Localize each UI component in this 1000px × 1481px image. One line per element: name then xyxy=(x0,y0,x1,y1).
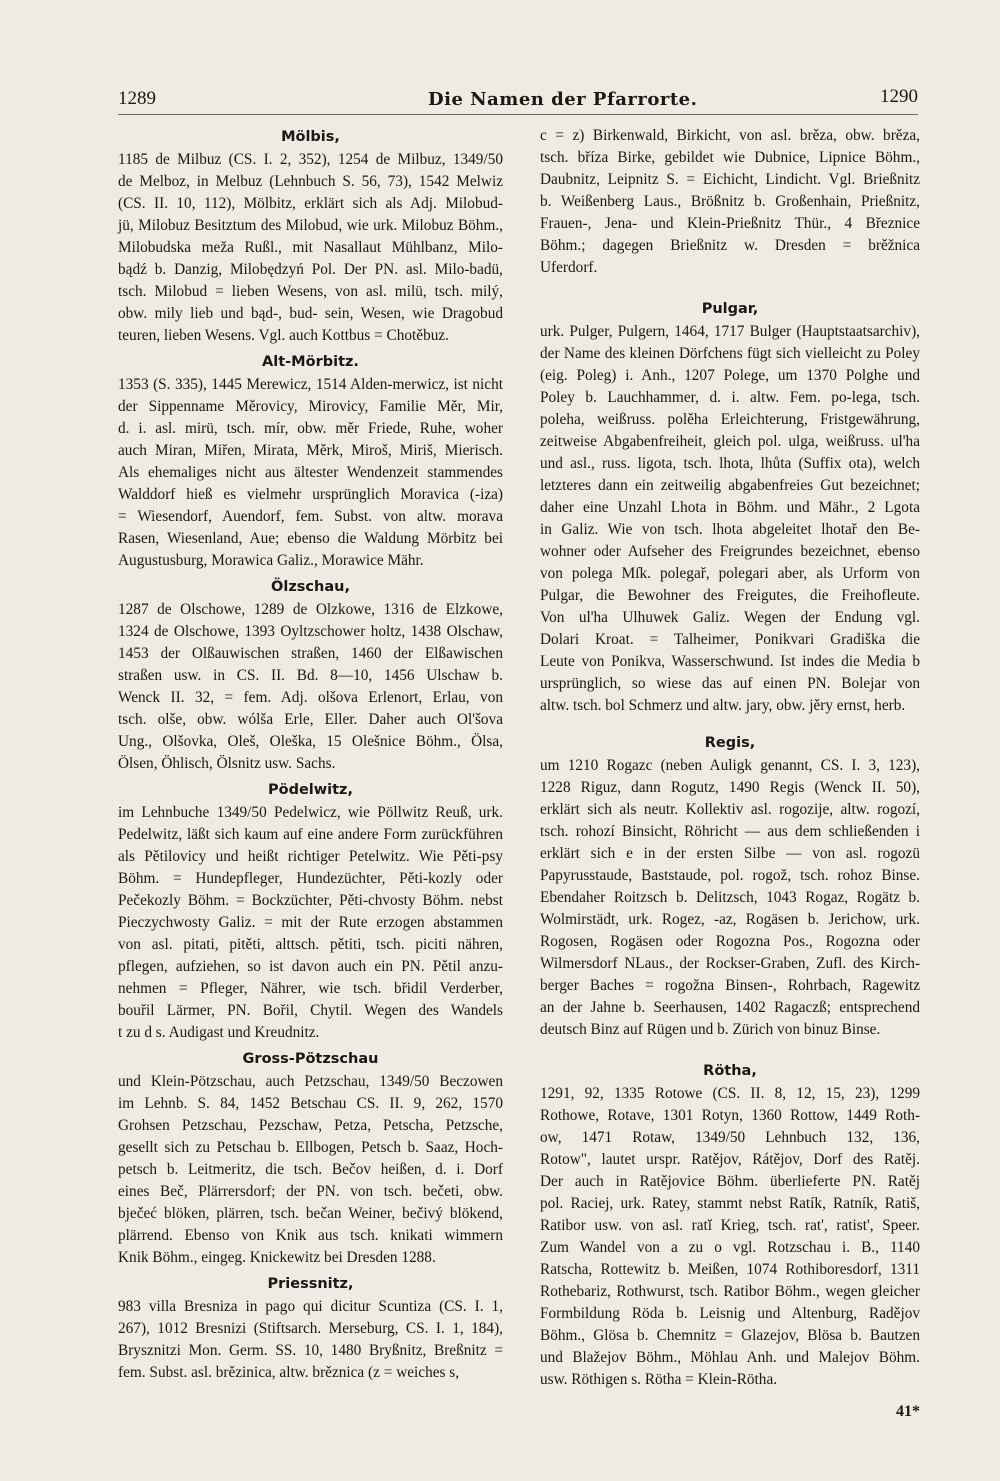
priessnitz-continuation xyxy=(540,125,920,279)
text-line: Rothowe, Rotave, 1301 Rotyn, 1360 Rottow, 1449 Roth- xyxy=(540,1107,920,1124)
entry-molbis xyxy=(118,125,503,347)
text-line: bouřil Lärmer, PN. Bořil, Chytil. Wegen des Wandels xyxy=(118,1002,503,1019)
text-line: Formbildung Röda b. Leisnig und Altenburg, Radějov xyxy=(540,1305,920,1322)
text-line: von asl. pitati, pitěti, alttsch. pětiti, tsch. piciti nähren, xyxy=(118,936,503,953)
text-line: 1353 (S. 335), 1445 Merewicz, 1514 Alden-merwicz, ist nicht xyxy=(118,376,503,393)
entry-heading: Pödelwitz, xyxy=(267,782,354,798)
text-line: Rothebariz, Rothwurst, tsch. Ratibor Böhm., wegen gleicher xyxy=(540,1283,920,1300)
running-title: Die Namen der Pfarrorte. xyxy=(428,89,698,110)
text-line: Milobudska meža Rußl., mit Nasallaut Mühlbanz, Milo- xyxy=(118,239,503,256)
text-line: (eig. Poleg) i. Anh., 1207 Polege, um 1370 Polghe und xyxy=(540,367,920,384)
page-header xyxy=(118,86,918,114)
text-line: Leute von Ponikva, Wasserschwund. Ist indes die Media b xyxy=(540,653,920,670)
text-line: tsch. olše, obw. wólša Erle, Eller. Daher auch Ol'šova xyxy=(118,711,503,728)
entry-olzschau xyxy=(118,575,503,775)
text-line: wohner oder Aufseher des Freigrundes bezeichnet, ebenso xyxy=(540,543,920,560)
entry-heading: Regis, xyxy=(704,735,756,751)
text-line: tsch. rohozí Binsicht, Röhricht — aus dem schließenden i xyxy=(540,823,920,840)
text-line: 1287 de Olschowe, 1289 de Olzkowe, 1316 de Elzkowe, xyxy=(118,601,503,618)
text-line: erklärt sich als neutr. Kollektiv asl. rogozije, altw. rogozí, xyxy=(540,801,920,818)
text-line: jü, Milobuz Besitztum des Milobud, wie urk. Milobuz Böhm., xyxy=(118,217,503,234)
text-line: 1291, 92, 1335 Rotowe (CS. II. 8, 12, 15, 23), 1299 xyxy=(540,1085,920,1102)
text-line: Als ehemaliges nicht aus ältester Wendenzeit stammendes xyxy=(118,464,503,481)
text-line: Walddorf hieß es vielmehr ursprünglich Moravica (-iza) xyxy=(118,486,503,503)
text-line: Pečekozly Böhm. = Bockzüchter, Pěti-chvosty Böhm. nebst xyxy=(118,892,503,909)
text-line: poleha, weißruss. polěha Erleichterung, Fristgewährung, xyxy=(540,411,920,428)
text-line: Pedelwitz, läßt sich kaum auf eine andere Form zurückführen xyxy=(118,826,503,843)
entry-pulgar xyxy=(540,297,920,717)
text-line: an der Jahne b. Seerhausen, 1402 Ragaczß; entsprechend xyxy=(540,999,920,1016)
text-line: Daubnitz, Leipnitz S. = Eichicht, Lindicht. Vgl. Brießnitz xyxy=(540,171,920,188)
entry-gross-potzschau xyxy=(118,1047,503,1269)
text-line: nehmen = Pfleger, Nährer, wie tsch. břidil Verderber, xyxy=(118,980,503,997)
text-line: Ratibor usw. von asl. ratĭ Krieg, tsch. rat', ratist', Speer. xyxy=(540,1217,920,1234)
entry-rotha xyxy=(540,1059,920,1391)
text-line: tsch. Milobud = lieben Wesens, von asl. milü, tsch. milý, xyxy=(118,283,503,300)
text-line: Papyrusstaude, Baststaude, pol. rogož, tsch. rohoz Binse. xyxy=(540,867,920,884)
text-line: berger Baches = rogožna Binsen-, Rohrbach, Ragewitz xyxy=(540,977,920,994)
text-line: Böhm. = Hundepfleger, Hundezüchter, Pěti-kozly oder xyxy=(118,870,503,887)
text-line: eines Beč, Plärrersdorf; der PN. von tsch. bečeti, obw. xyxy=(118,1183,503,1200)
text-line: ow, 1471 Rotaw, 1349/50 Lehnbuch 132, 136, xyxy=(540,1129,920,1146)
text-line: Dolari Kroat. = Talheimer, Ponikvari Gradiška die xyxy=(540,631,920,648)
entry-heading: Rötha, xyxy=(703,1063,757,1079)
text-line: teuren, lieben Wesens. Vgl. auch Kottbus = Chotěbuz. xyxy=(118,327,449,344)
entry-heading: Mölbis, xyxy=(281,129,340,145)
text-line: Brysznitzi Mon. Germ. SS. 10, 1480 Bryßnitz, Breßnitz = xyxy=(118,1342,503,1359)
text-line: = Wiesendorf, Auendorf, fem. Subst. von altw. morava xyxy=(118,508,503,525)
text-line: 1228 Riguz, dann Rogutz, 1490 Regis (Wenck II. 50), xyxy=(540,779,920,796)
text-line: Rotow", lautet urspr. Ratějov, Rátějov, Dorf des Ratěj. xyxy=(540,1151,920,1168)
text-line: und Klein-Pötzschau, auch Petzschau, 1349/50 Beczowen xyxy=(118,1073,503,1090)
text-line: im Lehnbuche 1349/50 Pedelwicz, wie Pöllwitz Reuß, urk. xyxy=(118,804,503,821)
text-line: pol. Raciej, urk. Ratey, stammt nebst Ratík, Ratník, Ratiš, xyxy=(540,1195,920,1212)
text-line: der Name des kleinen Dörfchens fügt sich vielleicht zu Poley xyxy=(540,345,920,362)
text-line: de Melboz, in Melbuz (Lehnbuch S. 56, 73), 1542 Melwiz xyxy=(118,173,503,190)
right-column xyxy=(540,125,920,1421)
left-column xyxy=(118,125,503,1384)
printer-signature: 41* xyxy=(896,1403,920,1420)
text-line: Ung., Olšovka, Oleš, Oleška, 15 Olešnice Böhm., Ölsa, xyxy=(118,733,503,750)
text-line: zeitweise Abgabenfreiheit, gleich pol. ulga, weißruss. ul'ha xyxy=(540,433,920,450)
entry-priessnitz xyxy=(118,1272,503,1384)
text-line: 983 villa Bresniza in pago qui dicitur Scuntiza (CS. I. 1, xyxy=(118,1298,503,1315)
text-line: Pieczychwosty Galiz. = mit der Rute erzogen abstammen xyxy=(118,914,503,931)
text-line: Grohsen Petzschau, Pezschaw, Petza, Petscha, Petzsche, xyxy=(118,1117,503,1134)
entry-podelwitz xyxy=(118,778,503,1044)
text-line: Wolmirstädt, urk. Rogez, -az, Rogäsen b. Jerichow, urk. xyxy=(540,911,920,928)
text-line: gesellt sich zu Petschau b. Ellbogen, Petsch b. Saaz, Hoch- xyxy=(118,1139,503,1156)
header-rule xyxy=(118,114,918,115)
entry-heading: Ölzschau, xyxy=(271,579,350,595)
text-line: auch Miran, Miřen, Mirata, Měrk, Miroš, Miriš, Mierisch. xyxy=(118,442,503,459)
text-line: usw. Röthigen s. Rötha = Klein-Rötha. xyxy=(540,1371,778,1388)
text-line: Frauen-, Jena- und Klein-Prießnitz Thür., 4 Březnice xyxy=(540,215,920,232)
text-line: tsch. bříza Birke, gebildet wie Dubnice, Lipnice Böhm., xyxy=(540,149,920,166)
text-line: der Sippenname Měrovicy, Mirovicy, Familie Měr, Mir, xyxy=(118,398,503,415)
text-line: letzteres dann ein zeitweilig abgabenfreies Gut bezeichnet; xyxy=(540,477,920,494)
text-line: t zu d s. Audigast und Kreudnitz. xyxy=(118,1024,320,1041)
right-entries xyxy=(540,297,920,1391)
text-line: 1453 der Olßauwischen straßen, 1460 der Elßawischen xyxy=(118,645,503,662)
text-line: altw. tsch. bol Schmerz und altw. jary, obw. jěry ernst, herb. xyxy=(540,697,906,714)
text-line: im Lehnb. S. 84, 1452 Betschau CS. II. 9, 262, 1570 xyxy=(118,1095,503,1112)
text-line: b. Weißenberg Laus., Brößnitz b. Großenhain, Prießnitz, xyxy=(540,193,920,210)
text-line: Pulgar, die Bewohner des Freigutes, die Freihofleute. xyxy=(540,587,920,604)
text-line: als Pětilovicy und heißt richtiger Petelwitz. Wie Pěti-psy xyxy=(118,848,503,865)
text-line: Ebendaher Roitzsch b. Delitzsch, 1043 Rogaz, Rogätz b. xyxy=(540,889,920,906)
text-line: urk. Pulger, Pulgern, 1464, 1717 Bulger (Hauptstaatsarchiv), xyxy=(540,323,920,340)
text-line: bječeć blöken, plärren, tsch. bečan Weiner, bečivý blökend, xyxy=(118,1205,503,1222)
entry-heading: Pulgar, xyxy=(701,301,759,317)
text-line: d. i. asl. mirü, tsch. mír, obw. měr Friede, Ruhe, woher xyxy=(118,420,503,437)
text-line: von polega Mſk. polegař, polegari aber, als Urform von xyxy=(540,565,920,582)
text-line: Von ul'ha Ulhuwek Galiz. Wegen der Endung vgl. xyxy=(540,609,920,626)
text-line: deutsch Binz auf Rügen und b. Zürich von binuz Binse. xyxy=(540,1021,881,1038)
text-line: Wilmersdorf NLaus., der Rockser-Graben, Zufl. des Kirch- xyxy=(540,955,920,972)
text-line: Ratscha, Rottewitz b. Meißen, 1074 Rothiboresdorf, 1311 xyxy=(540,1261,920,1278)
text-line: 1185 de Milbuz (CS. I. 2, 352), 1254 de Milbuz, 1349/50 xyxy=(118,151,503,168)
text-line: pflegen, aufziehen, so ist davon auch ein PN. Pětil anzu- xyxy=(118,958,503,975)
text-line: Rogosen, Rogäsen oder Rogozna Pos., Rogozna oder xyxy=(540,933,920,950)
text-line: und asl., russ. ligota, tsch. lhota, lhůta (Suffix ota), welch xyxy=(540,455,920,472)
entry-heading: Gross-Pötzschau xyxy=(242,1051,379,1067)
text-line: bądź b. Danzig, Milobędzyń Pol. Der PN. asl. Milo-badü, xyxy=(118,261,503,278)
text-line: um 1210 Rogazc (neben Auligk genannt, CS. I. 3, 123), xyxy=(540,757,920,774)
text-line: 1324 de Olschowe, 1393 Oyltzschower holtz, 1438 Olschaw, xyxy=(118,623,503,640)
text-line: plärrend. Ebenso von Knik aus tsch. knikati wimmern xyxy=(118,1227,503,1244)
text-line: c = z) Birkenwald, Birkicht, von asl. brěza, obw. brěza, xyxy=(540,127,920,144)
entry-regis xyxy=(540,731,920,1041)
entry-alt-morbitz xyxy=(118,350,503,572)
text-line: Augustusburg, Morawica Galiz., Morawice Mähr. xyxy=(118,552,424,569)
text-line: Rasen, Wiesenland, Aue; ebenso die Waldung Mörbitz bei xyxy=(118,530,503,547)
text-line: Der auch in Ratějovice Böhm. überlieferte PN. Ratěj xyxy=(540,1173,920,1190)
text-line: Uferdorf. xyxy=(540,259,598,276)
text-line: (CS. II. 10, 112), Mölbitz, erklärt sich als Adj. Milobud- xyxy=(118,195,503,212)
text-line: straßen usw. in CS. II. Bd. 8—10, 1456 Ulschaw b. xyxy=(118,667,503,684)
text-line: Böhm.; dagegen Brießnitz w. Dresden = brěžnica xyxy=(540,237,920,254)
text-line: fem. Subst. asl. brězinica, altw. brěznica (z = weiches s, xyxy=(118,1364,460,1381)
entry-heading: Alt-Mörbitz. xyxy=(262,354,359,370)
text-line: daher eine Unzahl Lhota in Böhm. und Mähr., 2 Lgota xyxy=(540,499,920,516)
text-line: Poley b. Lauchhammer, d. i. altw. Fem. po-lega, tsch. xyxy=(540,389,920,406)
text-line: petsch b. Leitmeritz, die tsch. Bečov heißen, d. i. Dorf xyxy=(118,1161,503,1178)
text-line: Böhm., Glösa b. Chemnitz = Glazejov, Blösa b. Bautzen xyxy=(540,1327,920,1344)
text-line: Knik Böhm., eingeg. Knickewitz bei Dresden 1288. xyxy=(118,1249,436,1266)
text-line: und Blažejov Böhm., Möhlau Anh. und Malejov Böhm. xyxy=(540,1349,920,1366)
text-line: obw. mily lieb und bąd-, bud- sein, Wesen, wie Dragobud xyxy=(118,305,503,322)
text-line: in Galiz. Wie von tsch. lhota abgeleitet lhotař den Be- xyxy=(540,521,920,538)
text-line: Ölsen, Öhlisch, Ölsnitz usw. Sachs. xyxy=(118,755,336,772)
entry-heading: Priessnitz, xyxy=(267,1276,354,1292)
text-line: 267), 1012 Bresnizi (Stiftsarch. Merseburg, CS. I. 1, 184), xyxy=(118,1320,503,1337)
text-line: erklärt sich e in der ersten Silbe — von asl. rogozü xyxy=(540,845,920,862)
text-line: Zum Wandel von a zu o vgl. Rotzschau i. B., 1140 xyxy=(540,1239,920,1256)
text-line: Wenck II. 32, = fem. Adj. olšova Erlenort, Erlau, von xyxy=(118,689,503,706)
text-line: ursprünglich, so wiese das auf einen PN. Bolejar von xyxy=(540,675,920,692)
page-number-right: 1290 xyxy=(880,86,918,107)
page-number-left: 1289 xyxy=(118,88,156,109)
